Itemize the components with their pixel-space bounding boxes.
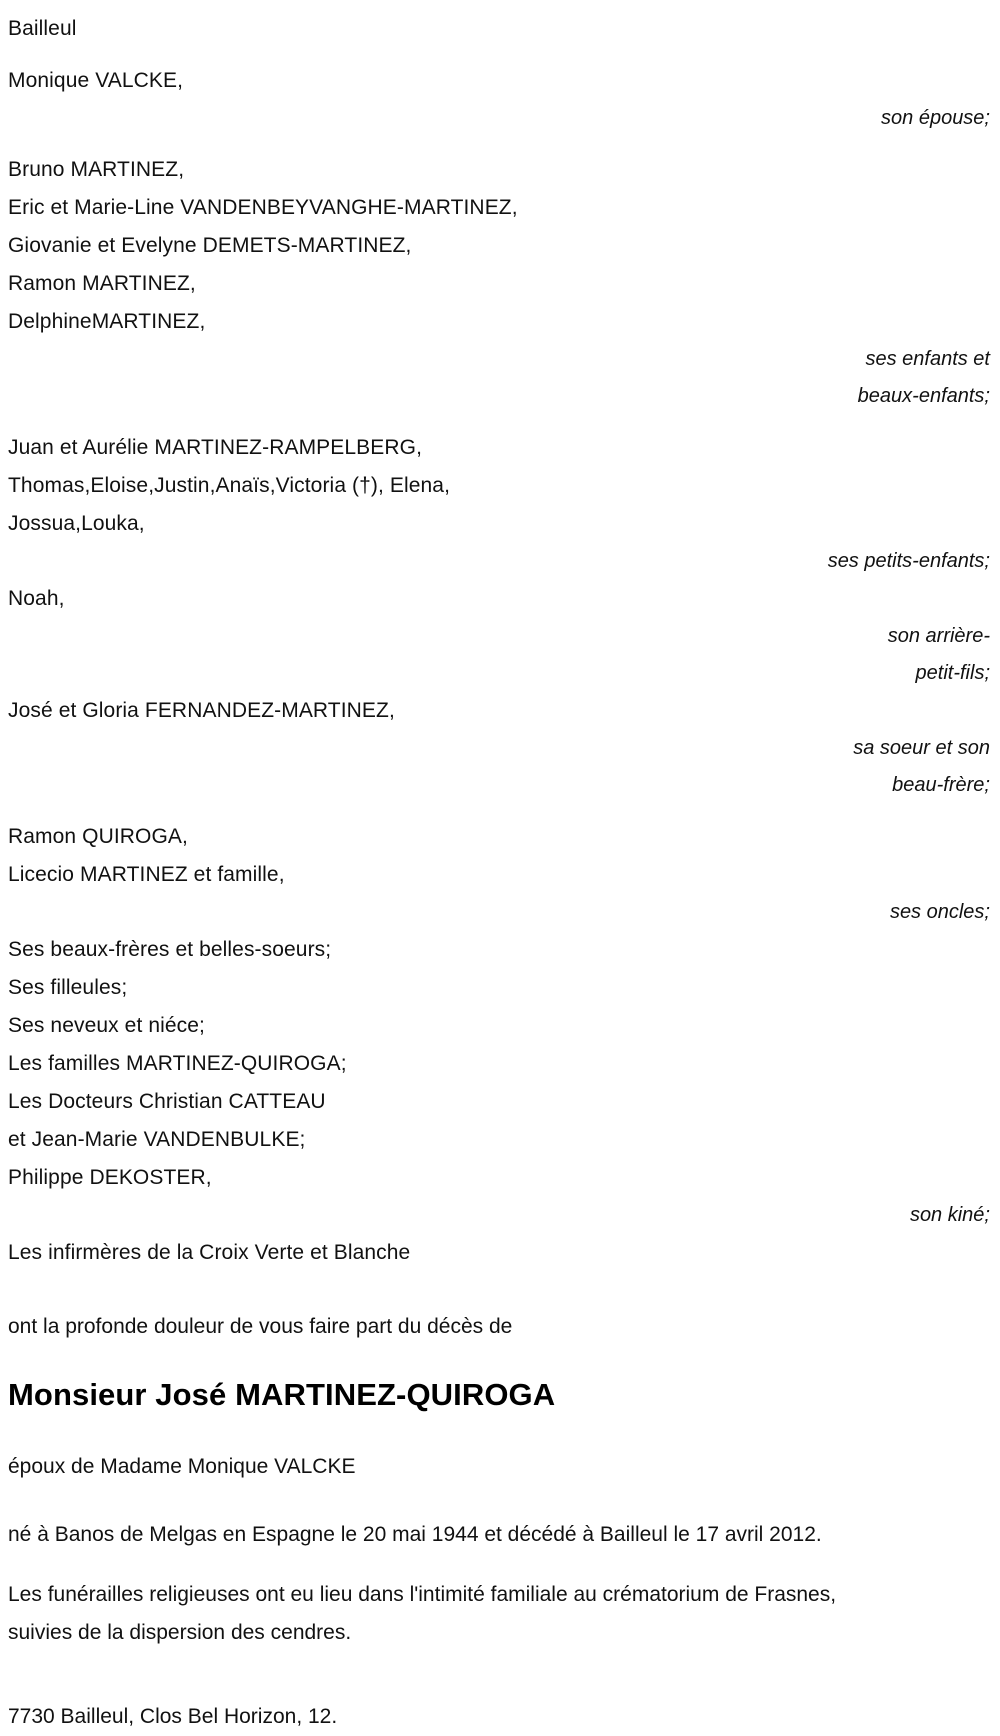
group-extended-names: [8, 931, 992, 1197]
list-item: José et Gloria FERNANDEZ-MARTINEZ,: [8, 699, 395, 722]
list-item: Noah,: [8, 587, 65, 610]
address-line: 7730 Bailleul, Clos Bel Horizon, 12.: [8, 1705, 338, 1728]
group-great-grandson-relation: [8, 618, 992, 692]
group-sister: [8, 692, 992, 804]
relation-line: son arrière-: [887, 625, 990, 647]
spacer: [8, 1554, 992, 1576]
deceased-name: Monsieur José MARTINEZ-QUIROGA: [8, 1377, 556, 1412]
group-grandchildren: [8, 429, 992, 580]
spacer: [8, 1486, 992, 1516]
list-item: Ramon MARTINEZ,: [8, 272, 196, 295]
group-children: [8, 151, 992, 415]
group-grandchildren-names: [8, 429, 992, 543]
relation-line: sa soeur et son: [853, 737, 990, 759]
spacer: [8, 1272, 992, 1308]
list-item: Monique VALCKE,: [8, 69, 184, 92]
list-item: Bruno MARTINEZ,: [8, 158, 185, 181]
group-extended: [8, 931, 992, 1234]
group-great-grandson: [8, 580, 992, 692]
list-item: Giovanie et Evelyne DEMETS-MARTINEZ,: [8, 234, 412, 257]
list-item: Les infirmères de la Croix Verte et Blanche: [8, 1241, 411, 1264]
relation-line: petit-fils;: [915, 662, 990, 684]
relation-line: son épouse;: [881, 107, 990, 129]
list-item: Licecio MARTINEZ et famille,: [8, 863, 285, 886]
list-item: DelphineMARTINEZ,: [8, 310, 206, 333]
group-uncles-relation: [8, 894, 992, 931]
spacer: [8, 415, 992, 429]
list-item: Ramon QUIROGA,: [8, 825, 188, 848]
relation-line: son kiné;: [909, 1204, 990, 1226]
list-item: Ses filleules;: [8, 976, 128, 999]
group-grandchildren-relation: [8, 543, 992, 580]
list-item: Philippe DEKOSTER,: [8, 1166, 212, 1189]
relation-line: beau-frère;: [892, 774, 990, 796]
birth-death-line: né à Banos de Melgas en Espagne le 20 mai 1944 et décédé à Bailleul le 17 avril 2012.: [8, 1523, 822, 1546]
spacer: [8, 1652, 992, 1698]
relation-line: ses enfants et: [865, 348, 990, 370]
list-item: et Jean-Marie VANDENBULKE;: [8, 1128, 306, 1151]
group-great-grandson-names: [8, 580, 992, 618]
group-spouse-relation: [8, 100, 992, 137]
relation-line: beaux-enfants;: [857, 385, 990, 407]
group-uncles-names: [8, 818, 992, 894]
group-sister-names: [8, 692, 992, 730]
spacer: [8, 48, 992, 62]
group-children-relation: [8, 341, 992, 415]
group-spouse: [8, 62, 992, 137]
list-item: Jossua,Louka,: [8, 512, 145, 535]
group-children-names: [8, 151, 992, 341]
list-item: Juan et Aurélie MARTINEZ-RAMPELBERG,: [8, 436, 423, 459]
group-spouse-names: [8, 62, 992, 100]
spacer: [8, 804, 992, 818]
ceremony-line: Les funérailles religieuses ont eu lieu dans l'intimité familiale au crématorium de Frasnes, suivies de la dispersion des cendres.: [8, 1583, 837, 1644]
group-sister-relation: [8, 730, 992, 804]
spacer: [8, 137, 992, 151]
list-item: Thomas,Eloise,Justin,Anaïs,Victoria (†), Elena,: [8, 474, 451, 497]
list-item: Ses neveux et niéce;: [8, 1014, 205, 1037]
locality-header: Bailleul: [8, 17, 77, 40]
relation-line: ses petits-enfants;: [827, 550, 990, 572]
spouse-of-line: époux de Madame Monique VALCKE: [8, 1455, 356, 1478]
list-item: Les familles MARTINEZ-QUIROGA;: [8, 1052, 347, 1075]
list-item: Les Docteurs Christian CATTEAU: [8, 1090, 326, 1113]
list-item: Ses beaux-frères et belles-soeurs;: [8, 938, 332, 961]
group-nurses: [8, 1234, 992, 1272]
group-uncles: [8, 818, 992, 931]
relation-line: ses oncles;: [889, 901, 990, 923]
announcement-lead: ont la profonde douleur de vous faire part du décès de: [8, 1315, 513, 1338]
group-nurses-names: [8, 1234, 992, 1272]
list-item: Eric et Marie-Line VANDENBEYVANGHE-MARTINEZ,: [8, 196, 518, 219]
group-extended-relation: [8, 1197, 992, 1234]
